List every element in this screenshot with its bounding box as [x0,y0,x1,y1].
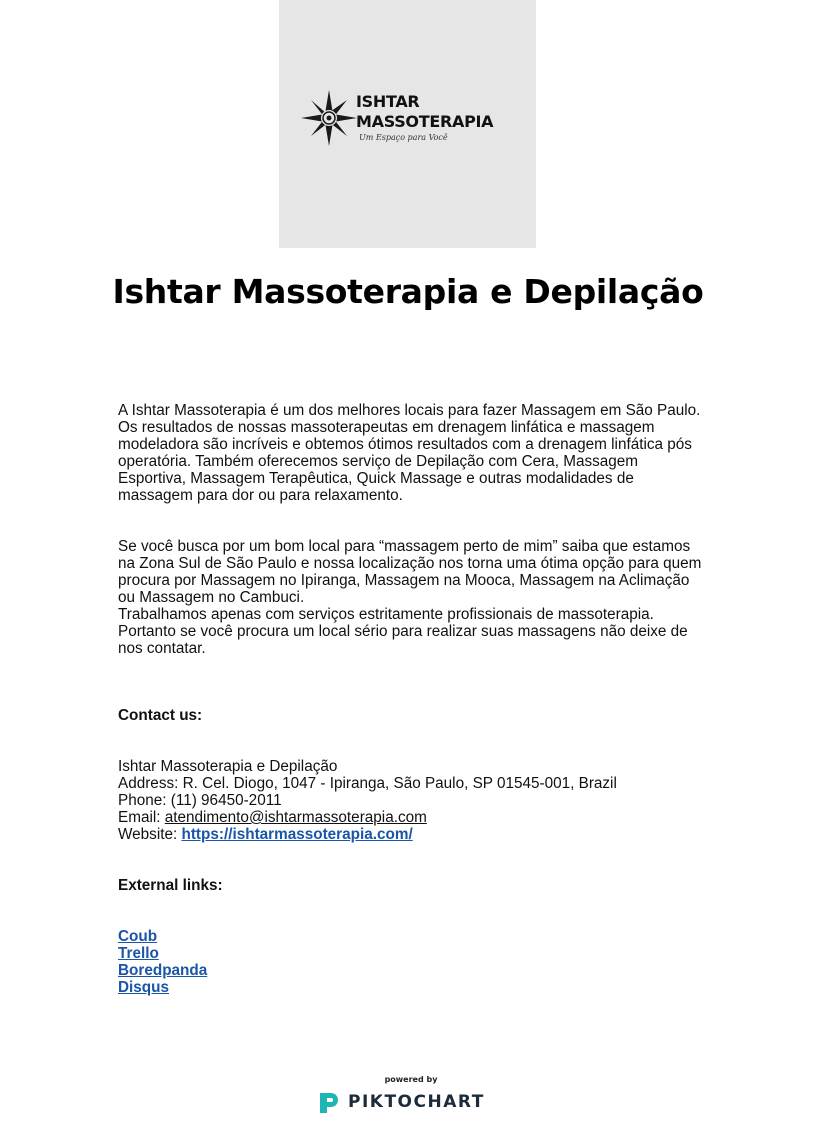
contact-heading: Contact us: [118,707,203,724]
external-link-boredpanda[interactable]: Boredpanda [118,962,208,979]
external-links-heading: External links: [118,877,223,894]
contact-name: Ishtar Massoterapia e Depilação [118,758,338,775]
location-paragraph [118,538,708,657]
logo-tagline: Um Espaço para Você [359,133,448,142]
piktochart-wordmark: PIKTOCHART [348,1092,485,1112]
paragraph-2: Se você busca por um bom local para “massagem perto de mim” saiba que estamos na Zona Sul de São Paulo e nossa localização nos torna uma ótima opção para quem procura por Massagem no Ipiranga, Massagem na Mooca, Massagem na Aclimação ou Massagem no Cambuci. [118,538,702,606]
paragraph-1: A Ishtar Massoterapia é um dos melhores locais para fazer Massagem em São Paulo. Os resultados de nossas massoterapeutas em drenagem linfática e massagem modeladora são incríveis e obtemos ótimos resultados com a drenagem linfática pós operatória. Também oferecemos serviço de Depilação com Cera, Massagem Esportiva, Massagem Terapêutica, Quick Massage e outras modalidades de massagem para dor ou para relaxamento. [118,402,701,504]
email-link[interactable]: atendimento@ishtarmassoterapia.com [164,809,427,826]
contact-website-row [118,826,708,843]
logo-wordmark [356,92,493,132]
logo-line-2: MASSOTERAPIA [356,112,494,131]
email-label: Email: [118,809,165,826]
external-links-list [118,928,708,996]
external-link-trello[interactable]: Trello [118,945,159,962]
logo-line-1: ISHTAR [356,92,420,111]
logo-box [279,0,536,248]
intro-paragraph [118,402,708,504]
star-compass-icon [301,90,357,146]
piktochart-logo[interactable] [318,1090,508,1116]
website-link[interactable]: https://ishtarmassoterapia.com/ [181,826,413,843]
contact-phone: Phone: (11) 96450-2011 [118,792,282,809]
contact-block [118,758,708,843]
piktochart-mark-icon [318,1091,340,1115]
powered-by-label: powered by [384,1075,438,1084]
website-label: Website: [118,826,182,843]
external-link-disqus[interactable]: Disqus [118,979,169,996]
external-link-coub[interactable]: Coub [118,928,158,945]
page-title: Ishtar Massoterapia e Depilação [112,272,704,311]
contact-address: Address: R. Cel. Diogo, 1047 - Ipiranga, São Paulo, SP 01545-001, Brazil [118,775,617,792]
contact-email-row [118,809,708,826]
paragraph-3: Trabalhamos apenas com serviços estritamente profissionais de massoterapia. Portanto se você procura um local sério para realizar suas massagens não deixe de nos contatar. [118,606,688,657]
